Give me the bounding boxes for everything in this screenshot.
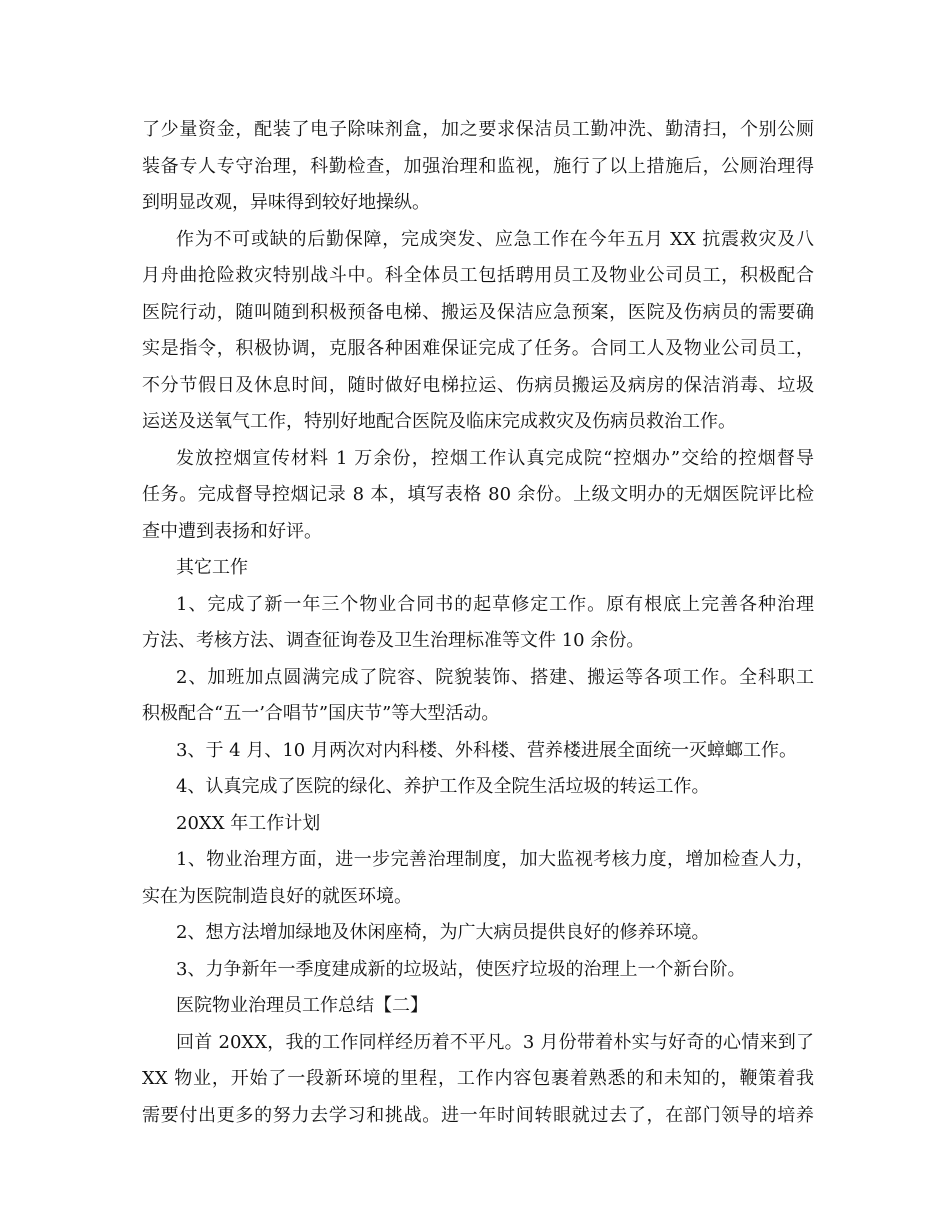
document-body	[142, 112, 814, 1134]
paragraph-start-line: 发放控烟宣传材料 1 万余份，控烟工作认真完成院“控烟办”交给的控烟督导	[176, 447, 814, 469]
paragraph-start-line: 回首 20XX，我的工作同样经历着不平凡。3 月份带着朴实与好奇的心情来到了	[176, 1031, 814, 1053]
text-line: 装备专人专守治理，科勤检查，加强治理和监视，施行了以上措施后，公厕治理得	[142, 155, 814, 177]
text-line: 任务。完成督导控烟记录 8 本，填写表格 80 余份。上级文明办的无烟医院评比检	[142, 484, 814, 505]
section-heading-work-plan: 20XX 年工作计划	[176, 812, 321, 834]
text-line: 实是指令，积极协调，克服各种困难保证完成了任务。合同工人及物业公司员工，	[142, 338, 814, 359]
section-heading-summary-two: 医院物业治理员工作总结【二】	[176, 995, 428, 1016]
text-line: 不分节假日及休息时间，随时做好电梯拉运、伤病员搬运及病房的保洁消毒、垃圾	[142, 374, 814, 396]
list-item-line: 2、加班加点圆满完成了院容、院貌装饰、搭建、搬运等各项工作。全科职工	[176, 666, 814, 688]
list-item-line: 3、于 4 月、10 月两次对内科楼、外科楼、营养楼进展全面统一灭蟑螂工作。	[176, 739, 797, 761]
text-line: 到明显改观，异味得到较好地操纵。	[142, 192, 430, 213]
text-line: 需要付出更多的努力去学习和挑战。进一年时间转眼就过去了，在部门领导的培养	[142, 1104, 814, 1126]
text-line: XX 物业，开始了一段新环境的里程，工作内容包裹着熟悉的和未知的，鞭策着我	[142, 1068, 814, 1089]
list-item-line: 1、完成了新一年三个物业合同书的起草修定工作。原有根底上完善各种治理	[176, 593, 814, 615]
text-line: 积极配合“五一’合唱节”国庆节”等大型活动。	[142, 703, 500, 724]
paragraph-start-line: 作为不可或缺的后勤保障，完成突发、应急工作在今年五月 XX 抗震救灾及八	[176, 228, 814, 250]
text-line: 了少量资金，配装了电子除味剂盒，加之要求保洁员工勤冲洗、勤清扫，个别公厕	[142, 119, 814, 140]
section-heading-other-work: 其它工作	[176, 557, 248, 578]
text-line: 运送及送氧气工作，特别好地配合医院及临床完成救灾及伤病员救治工作。	[142, 411, 736, 432]
list-item-line: 2、想方法增加绿地及休闲座椅，为广大病员提供良好的修养环境。	[176, 922, 710, 943]
list-item-line: 1、物业治理方面，进一步完善治理制度，加大监视考核力度，增加检查人力，	[176, 849, 814, 870]
text-line: 医院行动，随叫随到积极预备电梯、搬运及保洁应急预案，医院及伤病员的需要确	[142, 301, 814, 323]
text-line: 查中遭到表扬和好评。	[142, 520, 322, 542]
text-line: 实在为医院制造良好的就医环境。	[142, 885, 412, 907]
list-item-line: 3、力争新年一季度建成新的垃圾站，使医疗垃圾的治理上一个新台阶。	[176, 958, 746, 980]
list-item-line: 4、认真完成了医院的绿化、养护工作及全院生活垃圾的转运工作。	[176, 776, 710, 797]
text-line: 月舟曲抢险救灾特别战斗中。科全体员工包括聘用员工及物业公司员工，积极配合	[142, 265, 814, 286]
text-line: 方法、考核方法、调查征询卷及卫生治理标准等文件 10 余份。	[142, 630, 645, 651]
